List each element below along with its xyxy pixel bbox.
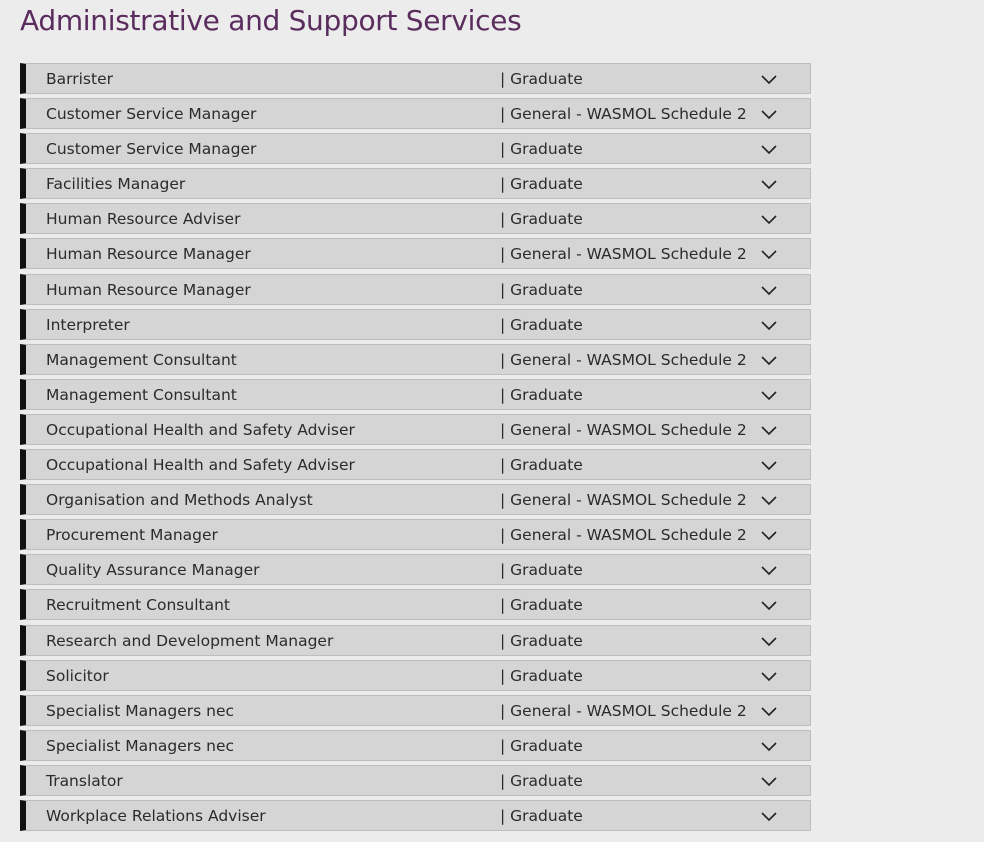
accordion-item[interactable] <box>20 168 811 199</box>
occupation-name: Research and Development Manager <box>46 631 334 650</box>
chevron-down-icon[interactable] <box>761 353 777 367</box>
occupation-level: | Graduate <box>500 736 583 755</box>
occupation-level: | Graduate <box>500 666 583 685</box>
occupation-level: | Graduate <box>500 280 583 299</box>
chevron-down-icon[interactable] <box>761 283 777 297</box>
occupation-name: Barrister <box>46 70 113 88</box>
occupation-level: | Graduate <box>500 210 583 229</box>
occupation-level: | Graduate <box>500 70 583 88</box>
chevron-down-icon[interactable] <box>761 107 777 121</box>
occupation-name: Workplace Relations Adviser <box>46 806 266 825</box>
accordion-item[interactable] <box>20 98 811 129</box>
chevron-down-icon[interactable] <box>761 634 777 648</box>
occupation-level: | Graduate <box>500 806 583 825</box>
accordion-item[interactable] <box>20 589 811 620</box>
occupation-name: Quality Assurance Manager <box>46 561 260 580</box>
chevron-down-icon[interactable] <box>761 704 777 718</box>
occupation-level: | Graduate <box>500 315 583 334</box>
accordion-item[interactable] <box>20 660 811 691</box>
accordion-item[interactable] <box>20 379 811 410</box>
accordion-item[interactable] <box>20 519 811 550</box>
occupation-name: Occupational Health and Safety Adviser <box>46 456 355 475</box>
occupation-name: Customer Service Manager <box>46 140 257 159</box>
occupation-level: | Graduate <box>500 631 583 650</box>
chevron-down-icon[interactable] <box>761 528 777 542</box>
chevron-down-icon[interactable] <box>761 809 777 823</box>
accordion-item[interactable] <box>20 274 811 305</box>
accordion-item[interactable] <box>20 765 811 796</box>
occupation-name: Human Resource Adviser <box>46 210 241 229</box>
chevron-down-icon[interactable] <box>761 563 777 577</box>
occupation-name: Organisation and Methods Analyst <box>46 491 313 510</box>
occupation-level: | Graduate <box>500 561 583 580</box>
occupation-level: | General - WASMOL Schedule 2 <box>500 105 747 124</box>
occupation-name: Facilities Manager <box>46 175 186 194</box>
accordion-item[interactable] <box>20 800 811 831</box>
occupation-name: Translator <box>46 771 123 790</box>
chevron-down-icon[interactable] <box>761 142 777 156</box>
chevron-down-icon[interactable] <box>761 247 777 261</box>
occupation-name: Interpreter <box>46 315 130 334</box>
occupation-level: | General - WASMOL Schedule 2 <box>500 245 747 264</box>
chevron-down-icon[interactable] <box>761 177 777 191</box>
occupation-level: | Graduate <box>500 596 583 615</box>
chevron-down-icon[interactable] <box>761 739 777 753</box>
chevron-down-icon[interactable] <box>761 493 777 507</box>
accordion-item[interactable] <box>20 309 811 340</box>
chevron-down-icon[interactable] <box>761 212 777 226</box>
occupation-name: Management Consultant <box>46 350 237 369</box>
occupation-level: | Graduate <box>500 456 583 475</box>
occupation-name: Human Resource Manager <box>46 245 251 264</box>
accordion-item[interactable] <box>20 484 811 515</box>
chevron-down-icon[interactable] <box>761 423 777 437</box>
occupation-level: | General - WASMOL Schedule 2 <box>500 701 747 720</box>
chevron-down-icon[interactable] <box>761 72 777 86</box>
occupation-accordion <box>20 63 811 835</box>
occupation-name: Procurement Manager <box>46 526 218 545</box>
accordion-item[interactable] <box>20 730 811 761</box>
occupation-level: | Graduate <box>500 771 583 790</box>
occupation-level: | General - WASMOL Schedule 2 <box>500 420 747 439</box>
chevron-down-icon[interactable] <box>761 598 777 612</box>
occupation-level: | General - WASMOL Schedule 2 <box>500 491 747 510</box>
occupation-level: | General - WASMOL Schedule 2 <box>500 526 747 545</box>
occupation-level: | Graduate <box>500 175 583 194</box>
accordion-item[interactable] <box>20 625 811 656</box>
occupation-level: | Graduate <box>500 385 583 404</box>
chevron-down-icon[interactable] <box>761 669 777 683</box>
accordion-item[interactable] <box>20 449 811 480</box>
occupation-name: Management Consultant <box>46 385 237 404</box>
occupation-level: | General - WASMOL Schedule 2 <box>500 350 747 369</box>
occupation-name: Human Resource Manager <box>46 280 251 299</box>
occupation-name: Specialist Managers nec <box>46 701 235 720</box>
occupation-name: Solicitor <box>46 666 109 685</box>
accordion-item[interactable] <box>20 133 811 164</box>
chevron-down-icon[interactable] <box>761 318 777 332</box>
page-title: Administrative and Support Services <box>20 4 522 37</box>
chevron-down-icon[interactable] <box>761 458 777 472</box>
accordion-item[interactable] <box>20 554 811 585</box>
accordion-item[interactable] <box>20 203 811 234</box>
chevron-down-icon[interactable] <box>761 774 777 788</box>
accordion-item[interactable] <box>20 414 811 445</box>
accordion-item[interactable] <box>20 238 811 269</box>
occupation-name: Recruitment Consultant <box>46 596 230 615</box>
occupation-level: | Graduate <box>500 140 583 159</box>
occupation-name: Occupational Health and Safety Adviser <box>46 420 355 439</box>
accordion-item[interactable] <box>20 695 811 726</box>
occupation-name: Specialist Managers nec <box>46 736 235 755</box>
accordion-item[interactable] <box>20 344 811 375</box>
accordion-item[interactable] <box>20 63 811 94</box>
occupation-name: Customer Service Manager <box>46 105 257 124</box>
chevron-down-icon[interactable] <box>761 388 777 402</box>
